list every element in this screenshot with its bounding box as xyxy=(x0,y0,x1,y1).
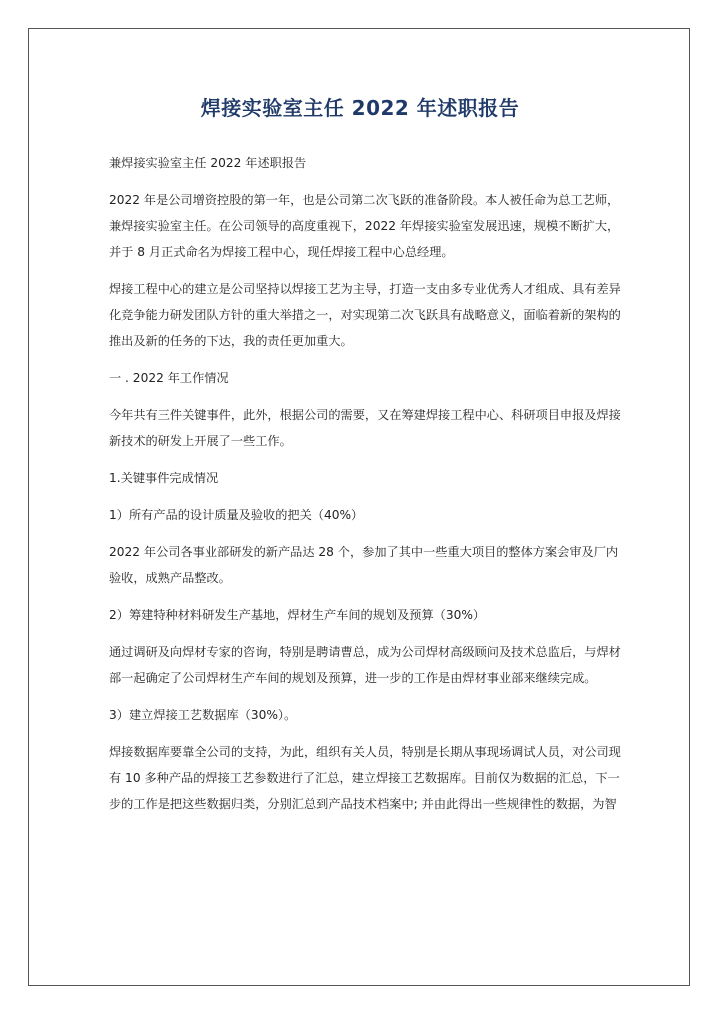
document-title: 焊接实验室主任 2022 年述职报告 xyxy=(200,96,520,120)
text-line: 并于 8 月正式命名为焊接工程中心，现任焊接工程中心总经理。 xyxy=(109,245,454,259)
text-line: 2）筹建特种材料研发生产基地，焊材生产车间的规划及预算（30%） xyxy=(109,608,486,622)
text-line: 焊接数据库要靠全公司的支持，为此，组织有关人员，特别是长期从事现场调试人员，对公司现 xyxy=(109,745,621,759)
paragraph xyxy=(109,602,613,628)
paragraph xyxy=(109,276,621,354)
text-line: 新技术的研发上开展了一些工作。 xyxy=(109,434,292,448)
text-line: 2022 年是公司增资控股的第一年，也是公司第二次飞跃的准备阶段。本人被任命为总工艺师， xyxy=(109,193,620,207)
paragraph xyxy=(109,465,613,491)
text-line: 兼焊接实验室主任。在公司领导的高度重视下，2022 年焊接实验室发展迅速，规模不断扩大， xyxy=(109,219,620,233)
text-line: 部一起确定了公司焊材生产车间的规划及预算，进一步的工作是由焊材事业部来继续完成。 xyxy=(109,671,597,685)
document-body xyxy=(109,150,621,828)
text-line: 通过调研及向焊材专家的咨询，特别是聘请曹总，成为公司焊材高级顾问及技术总监后，与焊材 xyxy=(109,645,621,659)
paragraph xyxy=(109,150,613,176)
paragraph xyxy=(109,502,613,528)
text-line: 步的工作是把这些数据归类，分别汇总到产品技术档案中; 并由此得出一些规律性的数据，为智 xyxy=(109,797,617,811)
text-line: 2022 年公司各事业部研发的新产品达 28 个，参加了其中一些重大项目的整体方案会审及厂内 xyxy=(109,545,619,559)
paragraph xyxy=(109,365,613,391)
paragraph xyxy=(109,639,621,691)
text-line: 推出及新的任务的下达，我的责任更加重大。 xyxy=(109,334,353,348)
text-line: 今年共有三件关键事件，此外，根据公司的需要，又在筹建焊接工程中心、科研项目申报及焊接 xyxy=(109,408,621,422)
paragraph xyxy=(109,539,619,591)
text-line: 有 10 多种产品的焊接工艺参数进行了汇总，建立焊接工艺数据库。目前仅为数据的汇总，下一 xyxy=(109,771,620,785)
text-line: 一 . 2022 年工作情况 xyxy=(109,371,229,385)
paragraph xyxy=(109,702,613,728)
paragraph xyxy=(109,739,621,817)
paragraph xyxy=(109,187,620,265)
text-line: 3）建立焊接工艺数据库（30%）。 xyxy=(109,708,297,722)
text-line: 焊接工程中心的建立是公司坚持以焊接工艺为主导，打造一支由多专业优秀人才组成、具有差异 xyxy=(109,282,621,296)
text-line: 化竞争能力研发团队方针的重大举措之一，对实现第二次飞跃具有战略意义，面临着新的架构的 xyxy=(109,308,621,322)
text-line: 1）所有产品的设计质量及验收的把关（40%） xyxy=(109,508,364,522)
text-line: 验收，成熟产品整改。 xyxy=(109,571,231,585)
paragraph xyxy=(109,402,621,454)
text-line: 1.关键事件完成情况 xyxy=(109,471,219,485)
text-line: 兼焊接实验室主任 2022 年述职报告 xyxy=(109,156,307,170)
